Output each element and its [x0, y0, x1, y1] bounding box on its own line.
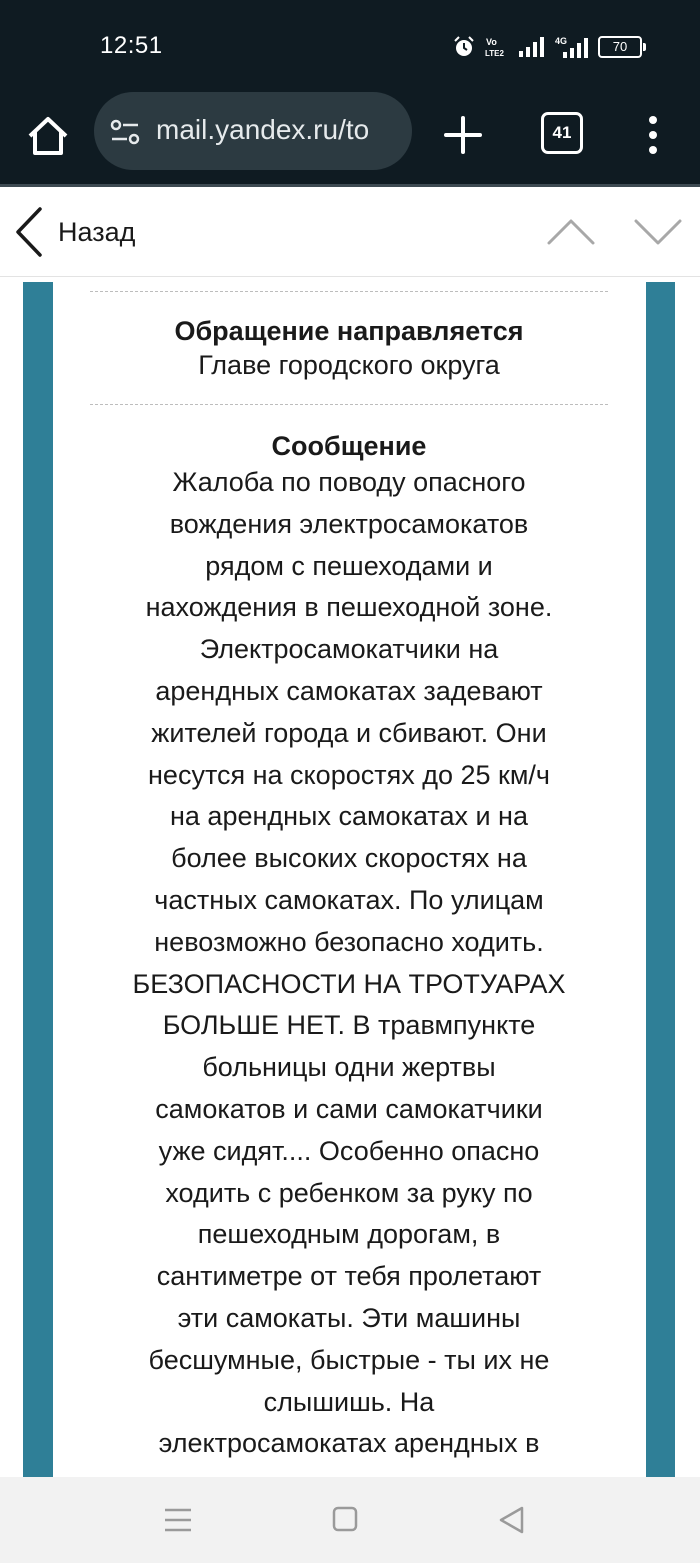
message-line: бесшумные, быстрые - ты их не — [148, 1344, 550, 1375]
system-nav-bar — [0, 1477, 700, 1563]
message-line: БОЛЬШЕ НЕТ. В травмпункте — [162, 1010, 536, 1041]
message-block — [90, 405, 608, 1465]
recent-apps-icon[interactable] — [162, 1505, 194, 1535]
message-line: на арендных самокатах и на — [170, 801, 528, 832]
url-text[interactable]: mail.yandex.ru/to — [156, 114, 370, 145]
message-line: Электросамокатчики на — [199, 634, 499, 665]
back-label[interactable]: Назад — [58, 216, 136, 247]
plus-icon[interactable] — [440, 112, 486, 158]
mail-body — [0, 277, 700, 1477]
address-bar[interactable] — [94, 92, 412, 170]
message-line: пешеходным дорогам, в — [197, 1219, 501, 1250]
message-line: рядом с пешеходами и — [205, 550, 493, 581]
tab-switcher-button[interactable]: 41 — [541, 112, 583, 154]
recipient-value: Главе городского округа — [198, 350, 500, 380]
chevron-left-icon[interactable] — [12, 205, 46, 259]
message-line: более высоких скоростях на — [171, 843, 527, 874]
message-line: электросамокатах арендных в — [158, 1428, 540, 1459]
message-line: нахождения в пешеходной зоне. — [145, 592, 553, 623]
svg-text:Vo: Vo — [486, 37, 497, 47]
message-line: жителей города и сбивают. Они — [151, 717, 547, 748]
svg-text:LTE2: LTE2 — [485, 49, 504, 58]
alarm-icon — [452, 35, 476, 59]
home-icon[interactable] — [22, 110, 74, 162]
svg-text:4G: 4G — [555, 36, 568, 46]
message-text — [90, 462, 608, 1465]
volte-icon — [484, 35, 510, 59]
status-icons — [452, 34, 642, 60]
recipient-block — [90, 292, 608, 404]
chevron-down-icon[interactable] — [632, 211, 684, 251]
letter-frame-left — [23, 282, 53, 1477]
mail-nav-bar — [0, 187, 700, 277]
status-time: 12:51 — [100, 32, 163, 59]
browser-toolbar — [0, 92, 700, 184]
message-line: ходить с ребенком за руку по — [165, 1177, 533, 1208]
message-line: слышишь. На — [263, 1386, 435, 1417]
message-line: арендных самокатах задевают — [155, 675, 543, 706]
back-triangle-icon[interactable] — [496, 1504, 528, 1536]
more-vert-icon[interactable] — [638, 112, 668, 158]
chevron-up-icon[interactable] — [545, 211, 597, 251]
message-line: самокатов и сами самокатчики — [155, 1093, 543, 1124]
message-line: невозможно безопасно ходить. — [154, 926, 544, 957]
back-button[interactable] — [12, 205, 135, 259]
site-settings-icon[interactable] — [108, 115, 142, 149]
signal-icon — [518, 36, 546, 58]
message-line: Жалоба по поводу опасного — [172, 467, 526, 497]
message-line: несутся на скоростях до 25 км/ч — [148, 759, 550, 790]
home-square-icon[interactable] — [331, 1505, 359, 1533]
letter-frame-right — [646, 282, 675, 1477]
message-line: эти самокаты. Эти машины — [177, 1302, 521, 1333]
message-line: уже сидят.... Особенно опасно — [158, 1135, 540, 1166]
message-line: больницы одни жертвы — [202, 1052, 496, 1083]
message-line: частных самокатах. По улицам — [154, 884, 544, 915]
message-line: сантиметре от тебя пролетают — [156, 1261, 542, 1292]
message-title: Сообщение — [271, 431, 427, 461]
battery-icon: 70 — [598, 36, 642, 58]
message-line: вождения электросамокатов — [169, 508, 529, 539]
status-bar — [0, 0, 700, 92]
4g-signal-icon — [554, 35, 590, 59]
letter-content — [90, 277, 608, 1465]
recipient-title: Обращение направляется — [174, 316, 524, 346]
message-line: БЕЗОПАСНОСТИ НА ТРОТУАРАХ — [132, 968, 566, 999]
